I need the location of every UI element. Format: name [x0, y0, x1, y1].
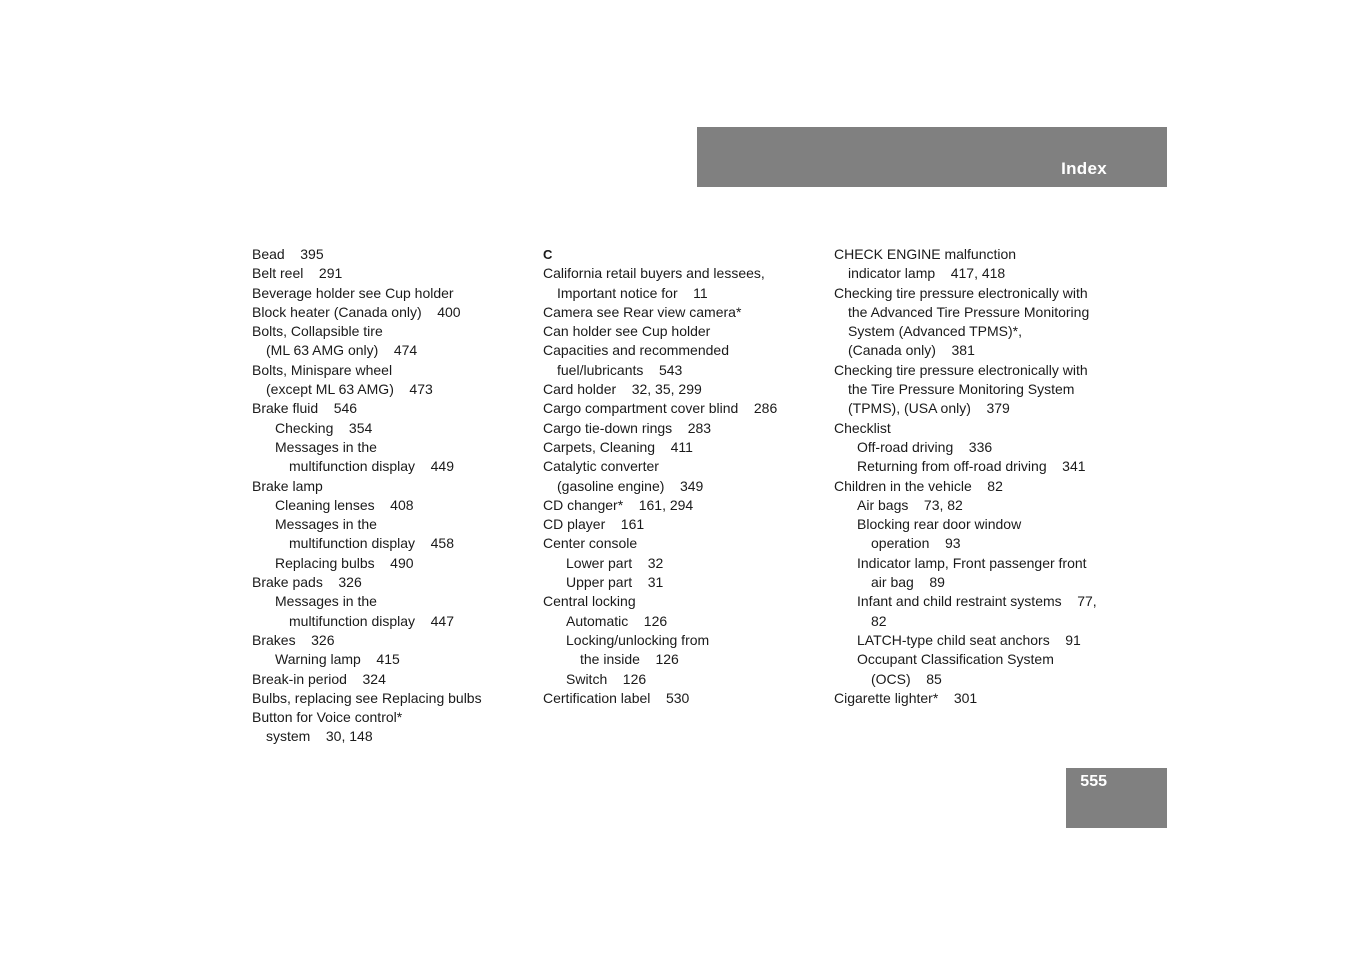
index-entry: Off-road driving 336 — [857, 438, 993, 455]
index-entry: Brake fluid 546 — [252, 400, 358, 417]
index-entry: Important notice for 11 — [557, 284, 708, 301]
index-entry: operation 93 — [871, 535, 961, 552]
index-entry: (TPMS), (USA only) 379 — [848, 400, 1010, 417]
index-entry: 82 — [871, 612, 887, 629]
page-title: Index — [1061, 159, 1107, 178]
index-entry: Messages in the — [275, 593, 377, 610]
index-entry: Bolts, Minispare wheel — [252, 361, 393, 378]
index-entry: Brake lamp — [252, 477, 323, 494]
index-entry: Checking tire pressure electronically with — [834, 284, 1088, 301]
index-entry: Cargo tie-down rings 283 — [543, 419, 712, 436]
index-entry: Cleaning lenses 408 — [275, 496, 414, 513]
index-entry: (OCS) 85 — [871, 670, 942, 687]
index-entry: multifunction display 449 — [289, 458, 454, 475]
index-entry: Indicator lamp, Front passenger front — [857, 554, 1087, 571]
index-letter-heading: C — [543, 247, 553, 262]
page-number-box — [1066, 768, 1167, 828]
index-entry: Air bags 73, 82 — [857, 496, 963, 513]
index-entry: Returning from off-road driving 341 — [857, 458, 1086, 475]
index-entry: CD player 161 — [543, 516, 645, 533]
header-bar — [697, 127, 1167, 187]
index-entry: (ML 63 AMG only) 474 — [266, 342, 418, 359]
index-entry: Button for Voice control* — [252, 709, 403, 726]
index-entry: indicator lamp 417, 418 — [848, 265, 1006, 282]
index-entry: Warning lamp 415 — [275, 651, 400, 668]
index-entry: (Canada only) 381 — [848, 342, 975, 359]
index-entry: Upper part 31 — [566, 574, 664, 591]
index-entry: Bolts, Collapsible tire — [252, 323, 383, 340]
index-entry: Belt reel 291 — [252, 265, 343, 282]
index-entry: the Advanced Tire Pressure Monitoring — [848, 303, 1090, 320]
index-column-3 — [834, 245, 1114, 708]
index-column-1 — [252, 245, 532, 747]
index-entry: (except ML 63 AMG) 473 — [266, 381, 433, 398]
index-entry: Central locking — [543, 593, 636, 610]
index-entry: LATCH-type child seat anchors 91 — [857, 631, 1081, 648]
index-entry: air bag 89 — [871, 574, 945, 591]
index-entry: Brakes 326 — [252, 631, 335, 648]
index-entry: the inside 126 — [580, 651, 679, 668]
index-entry: Checklist — [834, 419, 891, 436]
index-entry: Carpets, Cleaning 411 — [543, 438, 693, 455]
index-entry: Beverage holder see Cup holder — [252, 284, 454, 301]
index-entry: Can holder see Cup holder — [543, 323, 711, 340]
index-entry: (gasoline engine) 349 — [557, 477, 704, 494]
index-entry: Center console — [543, 535, 638, 552]
index-entry: Infant and child restraint systems 77, — [857, 593, 1097, 610]
index-entry: Catalytic converter — [543, 458, 659, 475]
index-entry: Capacities and recommended — [543, 342, 729, 359]
index-entry: California retail buyers and lessees, — [543, 265, 765, 282]
index-entry: multifunction display 447 — [289, 612, 454, 629]
index-entry: Block heater (Canada only) 400 — [252, 303, 461, 320]
index-entry: multifunction display 458 — [289, 535, 454, 552]
index-entry: Checking tire pressure electronically with — [834, 361, 1088, 378]
index-entry: Checking 354 — [275, 419, 373, 436]
index-entry: Messages in the — [275, 516, 377, 533]
index-entry: Automatic 126 — [566, 612, 668, 629]
index-column-2 — [543, 245, 823, 708]
index-entry: Card holder 32, 35, 299 — [543, 381, 702, 398]
index-entry: Camera see Rear view camera* — [543, 303, 742, 320]
index-entry: Bulbs, replacing see Replacing bulbs — [252, 689, 482, 706]
index-entry: Occupant Classification System — [857, 651, 1054, 668]
index-entry: System (Advanced TPMS)*, — [848, 323, 1023, 340]
index-entry: Blocking rear door window — [857, 516, 1022, 533]
index-entry: Certification label 530 — [543, 689, 690, 706]
index-entry: Children in the vehicle 82 — [834, 477, 1003, 494]
page-number: 555 — [1080, 773, 1107, 790]
index-entry: the Tire Pressure Monitoring System — [848, 381, 1075, 398]
index-entry: Cigarette lighter* 301 — [834, 689, 978, 706]
index-entry: CD changer* 161, 294 — [543, 496, 694, 513]
index-entry: Locking/unlocking from — [566, 631, 710, 648]
index-entry: Switch 126 — [566, 670, 647, 687]
index-entry: fuel/lubricants 543 — [557, 361, 683, 378]
index-entry: Lower part 32 — [566, 554, 664, 571]
index-entry: system 30, 148 — [266, 728, 373, 745]
index-entry: Cargo compartment cover blind 286 — [543, 400, 778, 417]
index-entry: Bead 395 — [252, 246, 324, 262]
index-entry: Break-in period 324 — [252, 670, 386, 687]
index-entry: Replacing bulbs 490 — [275, 554, 414, 571]
index-entry: CHECK ENGINE malfunction — [834, 246, 1017, 262]
index-entry: Messages in the — [275, 438, 377, 455]
index-entry: Brake pads 326 — [252, 574, 362, 591]
